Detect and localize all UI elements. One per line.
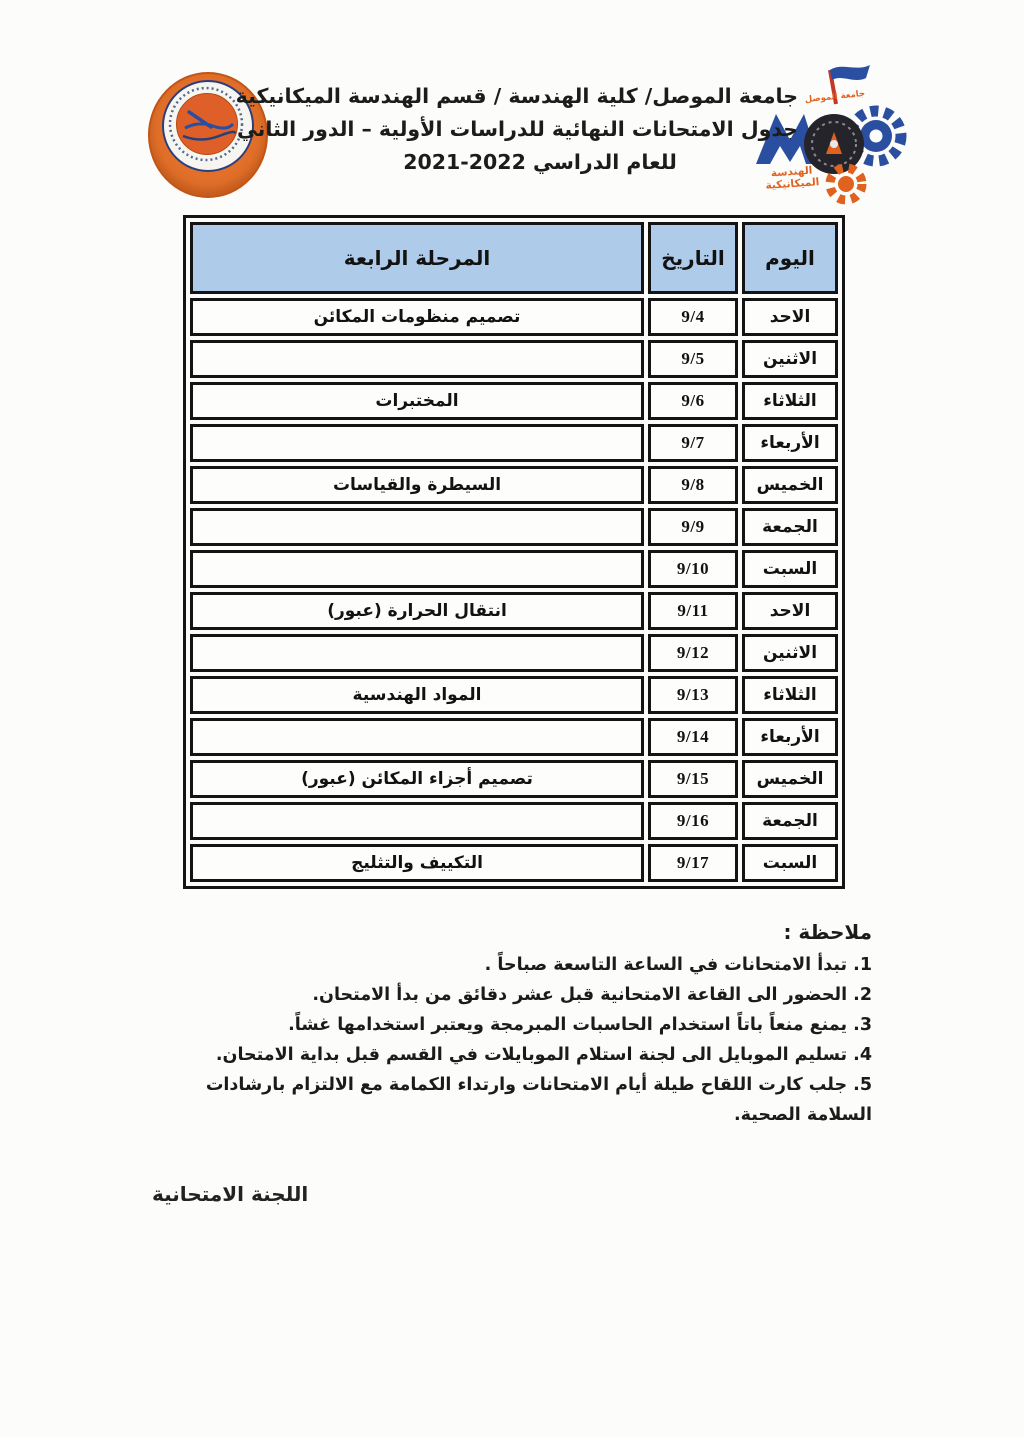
column-header-stage: المرحلة الرابعة [190,222,644,294]
dept-logo-university-text: جامعة الموصل [804,88,866,106]
date-cell: 9/6 [648,382,738,420]
date-cell: 9/4 [648,298,738,336]
table-row [190,340,838,378]
date-cell: 9/10 [648,550,738,588]
day-cell: الاثنين [742,634,838,672]
title-line-university: جامعة الموصل/ كلية الهندسة / قسم الهندسة الميكانيكية [235,84,798,108]
table-row [190,592,838,630]
exam-schedule-table [183,215,845,889]
subject-cell [190,802,644,840]
day-cell: الجمعة [742,508,838,546]
table-header-row [190,222,838,294]
date-cell: 9/7 [648,424,738,462]
day-cell: الأربعاء [742,718,838,756]
subject-cell: انتقال الحرارة (عبور) [190,592,644,630]
subject-cell [190,424,644,462]
minaret-bridge-icon [177,94,237,154]
subject-cell: المختبرات [190,382,644,420]
note-item-2: 2. الحضور الى القاعة الامتحانية قبل عشر دقائق من بدأ الامتحان. [312,985,872,1006]
subject-cell: المواد الهندسية [190,676,644,714]
subject-cell [190,550,644,588]
table-row [190,382,838,420]
date-cell: 9/8 [648,466,738,504]
column-header-date: التاريخ [648,222,738,294]
date-cell: 9/5 [648,340,738,378]
note-item-4: 4. تسليم الموبايل الى لجنة استلام الموبايلات في القسم قبل بداية الامتحان. [215,1045,872,1066]
subject-cell: السيطرة والقياسات [190,466,644,504]
subject-cell [190,718,644,756]
date-cell: 9/15 [648,760,738,798]
date-cell: 9/17 [648,844,738,882]
day-cell: الاحد [742,298,838,336]
note-item-5: 5. جلب كارت اللقاح طيلة أيام الامتحانات وارتداء الكمامة مع الالتزام بارشادات السلامة الصحية. [205,1075,872,1126]
day-cell: الثلاثاء [742,382,838,420]
subject-cell [190,340,644,378]
date-cell: 9/12 [648,634,738,672]
table-row [190,466,838,504]
subject-cell: تصميم أجزاء المكائن (عبور) [190,760,644,798]
day-cell: الثلاثاء [742,676,838,714]
date-cell: 9/9 [648,508,738,546]
table-row [190,802,838,840]
day-cell: الاثنين [742,340,838,378]
date-cell: 9/14 [648,718,738,756]
table-row [190,718,838,756]
day-cell: السبت [742,550,838,588]
dept-logo-caption-text: الهندسة الميكانيكية [765,164,820,192]
table-row [190,760,838,798]
examination-committee-signature: اللجنة الامتحانية [152,1182,309,1206]
table-row [190,550,838,588]
day-cell: السبت [742,844,838,882]
day-cell: الجمعة [742,802,838,840]
column-header-day: اليوم [742,222,838,294]
day-cell: الخميس [742,466,838,504]
table-row [190,508,838,546]
seal-center-emblem [176,93,238,155]
subject-cell [190,508,644,546]
subject-cell: تصميم منظومات المكائن [190,298,644,336]
subject-cell [190,634,644,672]
day-cell: الأربعاء [742,424,838,462]
day-cell: الخميس [742,760,838,798]
date-cell: 9/16 [648,802,738,840]
table-row [190,676,838,714]
table-row [190,424,838,462]
notes-heading: ملاحظة : [783,920,872,944]
table-row [190,844,838,882]
note-item-1: 1. تبدأ الامتحانات في الساعة التاسعة صباحاً . [484,955,872,975]
day-cell: الاحد [742,592,838,630]
title-line-year: للعام الدراسي 2022-2021 [403,150,677,175]
subject-cell: التكييف والتثليج [190,844,644,882]
date-cell: 9/13 [648,676,738,714]
table-row [190,298,838,336]
title-line-schedule: جدول الامتحانات النهائية للدراسات الأولية – الدور الثاني [236,117,798,142]
document-title [235,80,798,180]
table-row [190,634,838,672]
notes-section [146,920,872,1131]
date-cell: 9/11 [648,592,738,630]
note-item-3: 3. يمنع منعاً باتاً استخدام الحاسبات المبرمجة ويعتبر استخدامها غشاً. [288,1015,872,1036]
